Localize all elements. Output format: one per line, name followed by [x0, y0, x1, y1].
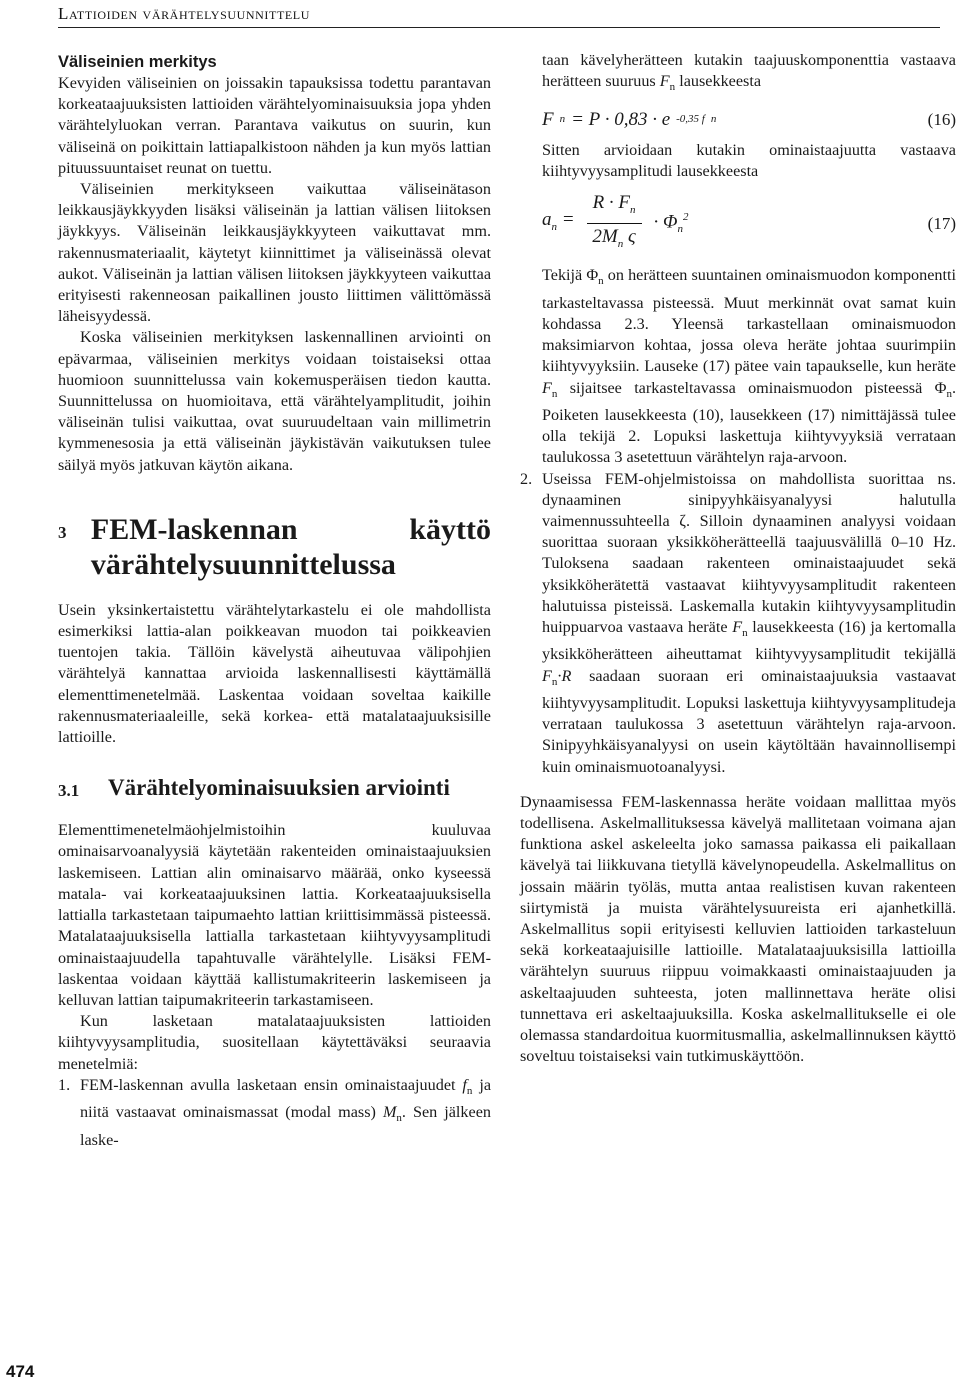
paragraph: Kevyiden väliseinien on joissakin tapauksissa todettu parantavan korkeataajuuksisten lattioiden värähtelyominaisuuksia jopa yhden värähtelyluokan verran. Parantava vaikutus on suurin, kun väliseinä on poikittain lattiapalkistoon nähden ja kun myös lattian pituussuuntaiset reunat on tuettu. [58, 74, 491, 177]
equation-17 [542, 192, 956, 255]
paragraph: Tekijä $\Phi_n$ on herätteen suuntainen ominaismuodon komponentti tarkasteltavassa pisteessä. Muut merkinnät ovat samat kuin kohdassa 2.3. Yleensä tarkastellaan ominaismuodon maksimiarvon kohtaa, jossa oleva heräte johtaa suurimpiin kiihtyvyyksiin. Lauseke (17) pätee vain tapaukselle, kun heräte $F_n$ sijaitsee tarkasteltavassa ominaismuodon pisteessä $\Phi_n$. Poiketen lausekkeesta (10), lausekkeen (17) nimittäjässä tulee olla tekijä 2. Lopuksi laskettuja kiihtyvyyksiä verrataan taulukossa 3 asetettuun värähtelyn raja-arvoon. [542, 266, 956, 467]
equation-16 [542, 109, 956, 130]
section-heading [58, 512, 491, 582]
paragraph: Väliseinien merkitykseen vaikuttaa väliseinätason leikkausjäykkyyden lisäksi väliseinän ja lattian välisen liitoksen jäykkyys. Väliseinän leikkausjäykkyyteen vaikuttavat mm. rakennusmateriaalit, käytetyt kiinnittimet ja väliseinässä olevat aukot. Väliseinän ja lattian välisen liitoksen jäykkyyteen vaikuttaa erityisesti rakenneosan paikallinen jousto liittimen välittömässä läheisyydessä. [58, 180, 491, 326]
subheading-valiseinien-merkitys: Väliseinien merkitys [58, 53, 217, 71]
subsection-title: Värähtelyominaisuuksien arviointi [108, 775, 450, 801]
equation-number: (16) [927, 109, 956, 129]
paragraph: Koska väliseinien merkityksen laskennallinen arviointi on epävarmaa, väliseinien merkitys voidaan toistaiseksi ottaa huomioon suunnittelussa vain kokemusperäisen tiedon kautta. Suunnittelussa on huomioitava, että värähtelyamplitudit, joihin väliseinän tulisi vaikuttaa, ovat suuruudeltaan vain millimetrin kymmenesosia ja että väliseinän jäykistävän vaikutuksen tulee säilyä myös jatkuvan käytön aikana. [58, 328, 491, 474]
paragraph: taan kävelyherätteen kutakin taajuuskomponenttia vastaava herätteen suuruus $F_n$ lausekkeesta [542, 51, 956, 94]
list-item-text: FEM-laskennan avulla lasketaan ensin ominaistaajuudet $f_n$ ja niitä vastaavat ominaismassat (modal mass) $M_n$. Sen jälkeen laske- [80, 1075, 491, 1149]
equation-body: $a_n$ = $\frac{R \cdot F_n}{2M_n \varsigma}$ · $\Phi_n^2$ [542, 192, 689, 255]
list-marker: 2. [520, 469, 533, 488]
method-list [520, 469, 956, 778]
paragraph: Elementtimenetelmäohjelmistoihin kuuluvaa ominaisarvoanalyysiä käytetään rakenteiden ominaistaajuuksien laskemiseen. Lattian alin ominaisarvo määrää, onko kyseessä matala- vai korkeataajuuksinen lattia. Korkeataajuuksisella lattialla tarkastetaan taipumaehto lattian kriittisimmässä pisteessä. Matalataajuuksisella lattialla tarkastetaan kiihtyvyysamplitudi ominaistaajuudella tapahtuvalle värähtelylle. Lisäksi FEM-laskentaa voidaan käyttää kallistumakriteerin laskemiseen ja kelluvan lattian taipumakriteerin tarkastamiseen. [58, 821, 491, 1009]
left-column [58, 52, 491, 1151]
list-item [520, 469, 956, 778]
section-number: 3 [58, 522, 67, 542]
paragraph: Dynaamisessa FEM-laskennassa heräte voidaan mallittaa myös todellisena. Askelmallituksessa kävelyä mallitetaan voimana ajan funktiona askel askeleelta joko samassa paikassa eli paikallaan kävelyä tai liikkuvana tietyllä kävelynopeudella. Askelmallitus on jossain määrin työläs, mutta antaa realistisen kuvan rakenteen siirtymistä ja muista värähtelysuureista eri ajanhetkillä. Askelmallitus sopii erityisesti kelluvien lattioiden tarkasteluun sekä korkeataajuisille lattioille. Matalataajuuksisilla lattioilla värähtelyn suuruus riippuu voimakkaasti ominaistaajuuden ja askeltaajuuden suhteesta, joten mallinnettava heräte olisi tunnettava eri askeltaajuuksilla. Koska askelmallitukselle ei ole olemassa standardoitua kuormitusmallia, askelmallinnuksen käyttö soveltuu toistaiseksi vain tutkimuskäyttöön. [520, 792, 956, 1066]
subsection-number: 3.1 [58, 781, 80, 801]
subsection-heading [58, 774, 491, 802]
running-head: Lattioiden värähtelysuunnittelu [58, 4, 310, 23]
right-column [520, 50, 956, 1068]
list-item-text: Useissa FEM-ohjelmistoissa on mahdollista suorittaa ns. dynaaminen sinipyyhkäisyanalyysi halutulla vaimennussuhteella ζ. Silloin dynaaminen analyysi voidaan suorittaa suoraan yksikköherätteellä taajuusvälillä 0–10 Hz. Tuloksena saadaan rakenteen ominaistaajuudet sekä yksikköherätettä vastaavat kiihtyvyysamplitudit rakenteen halutuissa pisteissä. Laskemalla kutakin kiihtyvyysamplitudin huippuarvoa vastaava heräte $F_n$ lausekkeesta (16) ja kertomalla yksikköherätteen aiheuttamat kiihtyvyysamplitudit tekijällä $F_n\cdot R$ saadaan suoraan eri ominaistaajuuksia vastaavat kiihtyvyysamplitudit. Lopuksi laskettuja kiihtyvyysamplitudeja verrataan taulukossa 3 asetettuun värähtelyn raja-arvoon. Sinipyyhkäisyanalyysi on usein käytöltään havainnollisempi kuin ominaismuotoanalyysi. [542, 469, 956, 776]
paragraph: Sitten arvioidaan kutakin ominaistaajuutta vastaava kiihtyvyysamplitudi lausekkeesta [542, 140, 956, 181]
paragraph: Usein yksinkertaistettu värähtelytarkastelu ei ole mahdollista esimerkiksi lattia-alan poikkeavan muodon tai poikkeavien tuentojen takia. Tällöin kävelystä aiheutuvaa välipohjien värähtelyä kannattaa arvioida laskennallisesti käyttämällä elementtimenetelmää. Laskentaa voidaan soveltaa kaikille rakennusmateriaaleille, sekä korkea- että matalataajuuksisille lattioille. [58, 600, 491, 747]
list-marker: 1. [58, 1075, 71, 1094]
list-continuation [520, 50, 956, 469]
header-rule [58, 27, 940, 28]
equation-number: (17) [927, 214, 956, 234]
paragraph: Kun lasketaan matalataajuuksisten lattioiden kiihtyvyysamplitudia, suositellaan käytettäväksi seuraavia menetelmiä: [58, 1012, 491, 1073]
section-title: FEM-laskennan käyttö värähtelysuunnittelussa [90, 512, 491, 581]
equation-body: F n = P · 0,83 · e -0,35 f n [542, 108, 717, 130]
list-item [58, 1075, 491, 1151]
fraction: $\frac{R \cdot F_n}{2M_n \varsigma}$ [587, 192, 642, 255]
method-list [58, 1075, 491, 1151]
page-number: 474 [6, 1362, 35, 1381]
